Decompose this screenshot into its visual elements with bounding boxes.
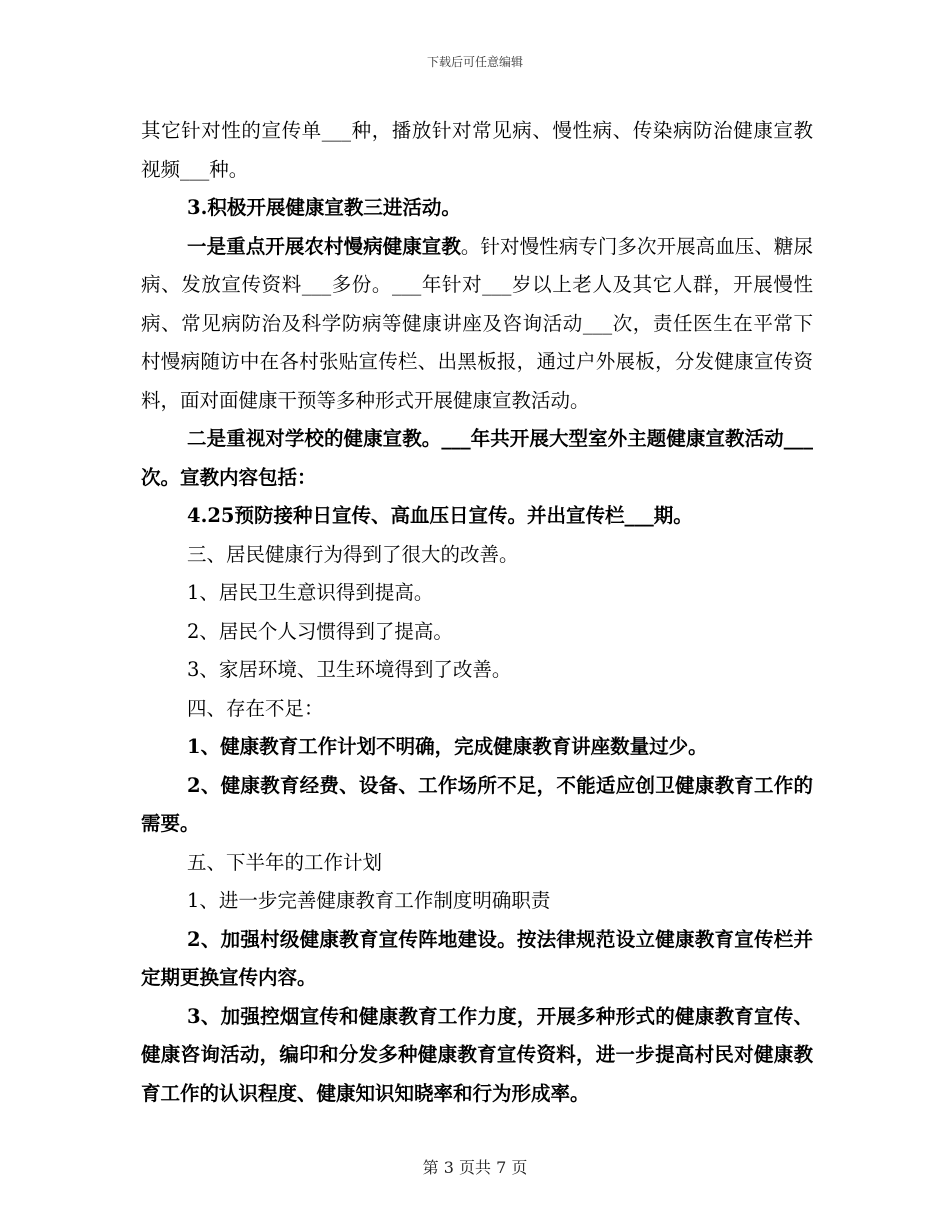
list-item: 2、加强村级健康教育宣传阵地建设。按法律规范设立健康教育宣传栏并定期更换宣传内容。 (141, 927, 813, 989)
list-item: 1、健康教育工作计划不明确，完成健康教育讲座数量过少。 (187, 735, 708, 758)
section-heading-3: 三、居民健康行为得到了很大的改善。 (187, 542, 519, 566)
document-body (141, 112, 813, 1113)
paragraph-rural-text: 。针对慢性病专门多次开展高血压、糖尿病、发放宣传资料___多份。___年针对___岁以上老人及其它人群，开展慢性病、常见病防治及科学防病等健康讲座及咨询活动___次，责任医生在平常下村慢病随访中在各村张贴宣传栏、出黑板报，通过户外展板，分发健康宣传资料，面对面健康干预等多种形式开展健康宣教活动。 (141, 234, 813, 412)
page-footer: 第 3 页共 7 页 (422, 1158, 528, 1177)
section-heading-5: 五、下半年的工作计划 (187, 850, 383, 874)
list-item: 2、居民个人习惯得到了提高。 (187, 619, 453, 643)
paragraph-heading-3: 3.积极开展健康宣教三进活动。 (187, 196, 461, 219)
paragraph-rural (141, 228, 813, 421)
section-heading-4: 四、存在不足： (187, 696, 324, 720)
list-item: 3、加强控烟宣传和健康教育工作力度，开展多种形式的健康教育宣传、健康咨询活动，编印和分发多种健康教育宣传资料，进一步提高村民对健康教育工作的认识程度、健康知识知晓率和行为形成率。 (141, 1004, 813, 1105)
paragraph-vaccination: 4.25预防接种日宣传、高血压日宣传。并出宣传栏___期。 (187, 504, 693, 527)
paragraph-school: 二是重视对学校的健康宣教。___年共开展大型室外主题健康宣教活动___次。宣教内容包括： (141, 427, 813, 489)
paragraph-continued: 其它针对性的宣传单___种，播放针对常见病、慢性病、传染病防治健康宣教视频___种。 (141, 119, 813, 181)
paragraph-lead: 一是重点开展农村慢病健康宣教 (187, 234, 461, 258)
list-item: 1、居民卫生意识得到提高。 (187, 581, 434, 604)
list-item: 2、健康教育经费、设备、工作场所不足，不能适应创卫健康教育工作的需要。 (141, 773, 813, 835)
page-header: 下载后可任意编辑 (426, 55, 523, 69)
list-item: 1、进一步完善健康教育工作制度明确职责 (187, 889, 551, 912)
list-item: 3、家居环境、卫生环境得到了改善。 (187, 658, 512, 681)
